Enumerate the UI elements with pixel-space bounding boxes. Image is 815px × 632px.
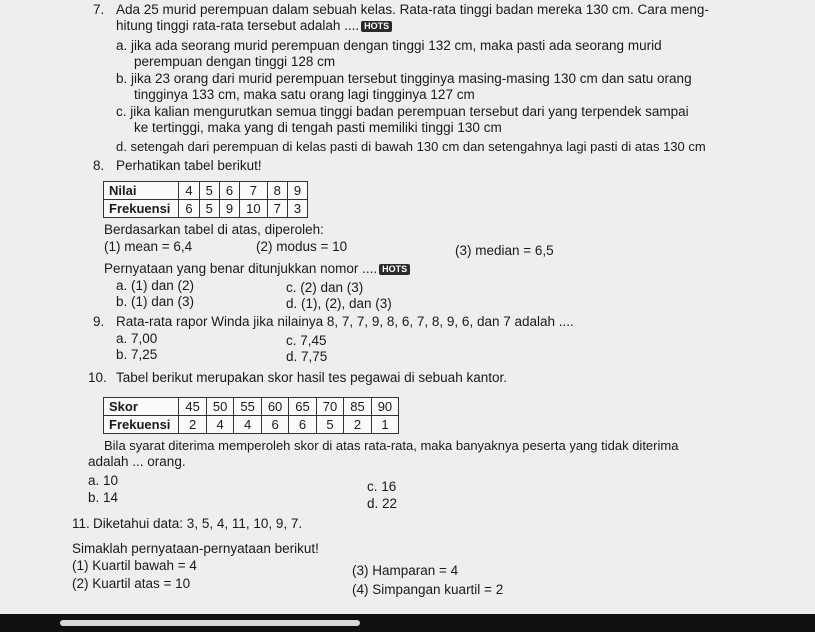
- q8-option-a: a. (1) dan (2): [116, 278, 195, 293]
- bottom-edge-highlight: [60, 620, 360, 626]
- q7-option-a: a. jika ada seorang murid perempuan dengan tinggi 132 cm, maka pasti ada seorang murid: [116, 38, 662, 53]
- q8-prompt: Pernyataan yang benar ditunjukkan nomor .... HOTS: [104, 261, 410, 277]
- table-cell: 55: [234, 398, 261, 416]
- q10-option-d: d. 22: [367, 496, 398, 511]
- q7-option-b-cont: tingginya 133 cm, maka satu orang lagi tingginya 127 cm: [134, 87, 475, 102]
- q7-line-1: Ada 25 murid perempuan dalam sebuah kelas. Rata-rata tinggi badan mereka 130 cm. Cara meng-: [116, 2, 709, 17]
- q11-statement-2: (2) Kuartil atas = 10: [72, 576, 191, 591]
- table-cell: 3: [287, 200, 307, 218]
- q8-option-b: b. (1) dan (3): [116, 294, 195, 309]
- table-cell: 6: [179, 200, 199, 218]
- table-row: [104, 398, 399, 416]
- q11-text: Diketahui data: 3, 5, 4, 11, 10, 9, 7.: [93, 516, 303, 531]
- table-cell: 2: [179, 416, 206, 434]
- q10-option-b: b. 14: [88, 490, 119, 505]
- table-cell: 6: [261, 416, 288, 434]
- table-row: [104, 416, 399, 434]
- q10-option-a: a. 10: [88, 473, 119, 488]
- table-cell: 1: [371, 416, 398, 434]
- table-cell: 6: [289, 416, 316, 434]
- q11-statement-4: (4) Simpangan kuartil = 2: [352, 582, 504, 597]
- q8-after-table: Berdasarkan tabel di atas, diperoleh:: [104, 222, 324, 237]
- hots-badge: HOTS: [379, 264, 410, 275]
- q9-option-c: c. 7,45: [286, 333, 327, 348]
- q10-text: Tabel berikut merupakan skor hasil tes pegawai di sebuah kantor.: [116, 370, 507, 385]
- table-cell: 4: [179, 182, 199, 200]
- q10-after-line-2: adalah ... orang.: [88, 454, 186, 469]
- q10-score-table: [103, 397, 399, 434]
- table-cell: 60: [261, 398, 288, 416]
- table-cell: 7: [240, 182, 267, 200]
- q9-option-a: a. 7,00: [116, 331, 158, 346]
- q11-statement-3: (3) Hamparan = 4: [352, 563, 459, 578]
- q10-option-c: c. 16: [367, 479, 397, 494]
- table-cell: 9: [219, 200, 239, 218]
- q8-frequency-table: [103, 181, 308, 218]
- q8-number: 8.: [93, 158, 105, 173]
- table-cell: 8: [267, 182, 287, 200]
- table-cell: 6: [219, 182, 239, 200]
- q8-option-c: c. (2) dan (3): [286, 280, 364, 295]
- q11-number: 11.: [72, 516, 90, 531]
- table-cell: 70: [316, 398, 343, 416]
- q7-number: 7.: [93, 2, 105, 17]
- bottom-shadow-edge: [0, 614, 815, 632]
- q7-option-c-cont: ke tertinggi, maka yang di tengah pasti memiliki tinggi 130 cm: [134, 120, 502, 135]
- table-cell: 50: [206, 398, 233, 416]
- table-cell: 5: [316, 416, 343, 434]
- q7-option-a-cont: perempuan dengan tinggi 128 cm: [134, 54, 336, 69]
- table-header-cell: Frekuensi: [104, 200, 179, 218]
- table-cell: 5: [199, 182, 219, 200]
- q9-number: 9.: [93, 314, 105, 329]
- q7-option-d: d. setengah dari perempuan di kelas pasti di bawah 130 cm dan setengahnya lagi pasti di atas 130 cm: [116, 139, 706, 154]
- table-cell: 45: [179, 398, 206, 416]
- hots-badge: HOTS: [361, 21, 392, 32]
- table-cell: 90: [371, 398, 398, 416]
- table-header-cell: Skor: [104, 398, 179, 416]
- q9-option-b: b. 7,25: [116, 347, 158, 362]
- table-header-cell: Nilai: [104, 182, 179, 200]
- table-cell: 4: [206, 416, 233, 434]
- table-cell: 2: [344, 416, 371, 434]
- table-cell: 7: [267, 200, 287, 218]
- table-cell: 65: [289, 398, 316, 416]
- table-row: [104, 200, 308, 218]
- q8-statement-2: (2) modus = 10: [256, 239, 348, 254]
- q8-option-d: d. (1), (2), dan (3): [286, 296, 392, 311]
- q10-number: 10.: [88, 370, 107, 385]
- q9-text: Rata-rata rapor Winda jika nilainya 8, 7, 7, 9, 8, 6, 7, 8, 9, 6, dan 7 adalah ....: [116, 314, 574, 329]
- q11-statement-1: (1) Kuartil bawah = 4: [72, 558, 197, 573]
- table-cell: 10: [240, 200, 267, 218]
- q10-after-line-1: Bila syarat diterima memperoleh skor di atas rata-rata, maka banyaknya peserta yang tidak diterima: [104, 438, 679, 453]
- table-cell: 9: [287, 182, 307, 200]
- table-cell: 5: [199, 200, 219, 218]
- q8-statement-3: (3) median = 6,5: [455, 243, 554, 258]
- table-header-cell: Frekuensi: [104, 416, 179, 434]
- table-cell: 4: [234, 416, 261, 434]
- q8-statement-1: (1) mean = 6,4: [104, 239, 193, 254]
- table-cell: 85: [344, 398, 371, 416]
- q8-intro: Perhatikan tabel berikut!: [116, 158, 262, 173]
- q7-option-b: b. jika 23 orang dari murid perempuan tersebut tingginya masing-masing 130 cm dan satu orang: [116, 71, 692, 86]
- q7-line-2: hitung tinggi rata-rata tersebut adalah .... HOTS: [116, 18, 392, 34]
- q7-option-c: c. jika kalian mengurutkan semua tinggi badan perempuan tersebut dari yang terpendek sampai: [116, 104, 689, 119]
- q11-prompt: Simaklah pernyataan-pernyataan berikut!: [72, 541, 319, 556]
- table-row: [104, 182, 308, 200]
- q9-option-d: d. 7,75: [286, 349, 328, 364]
